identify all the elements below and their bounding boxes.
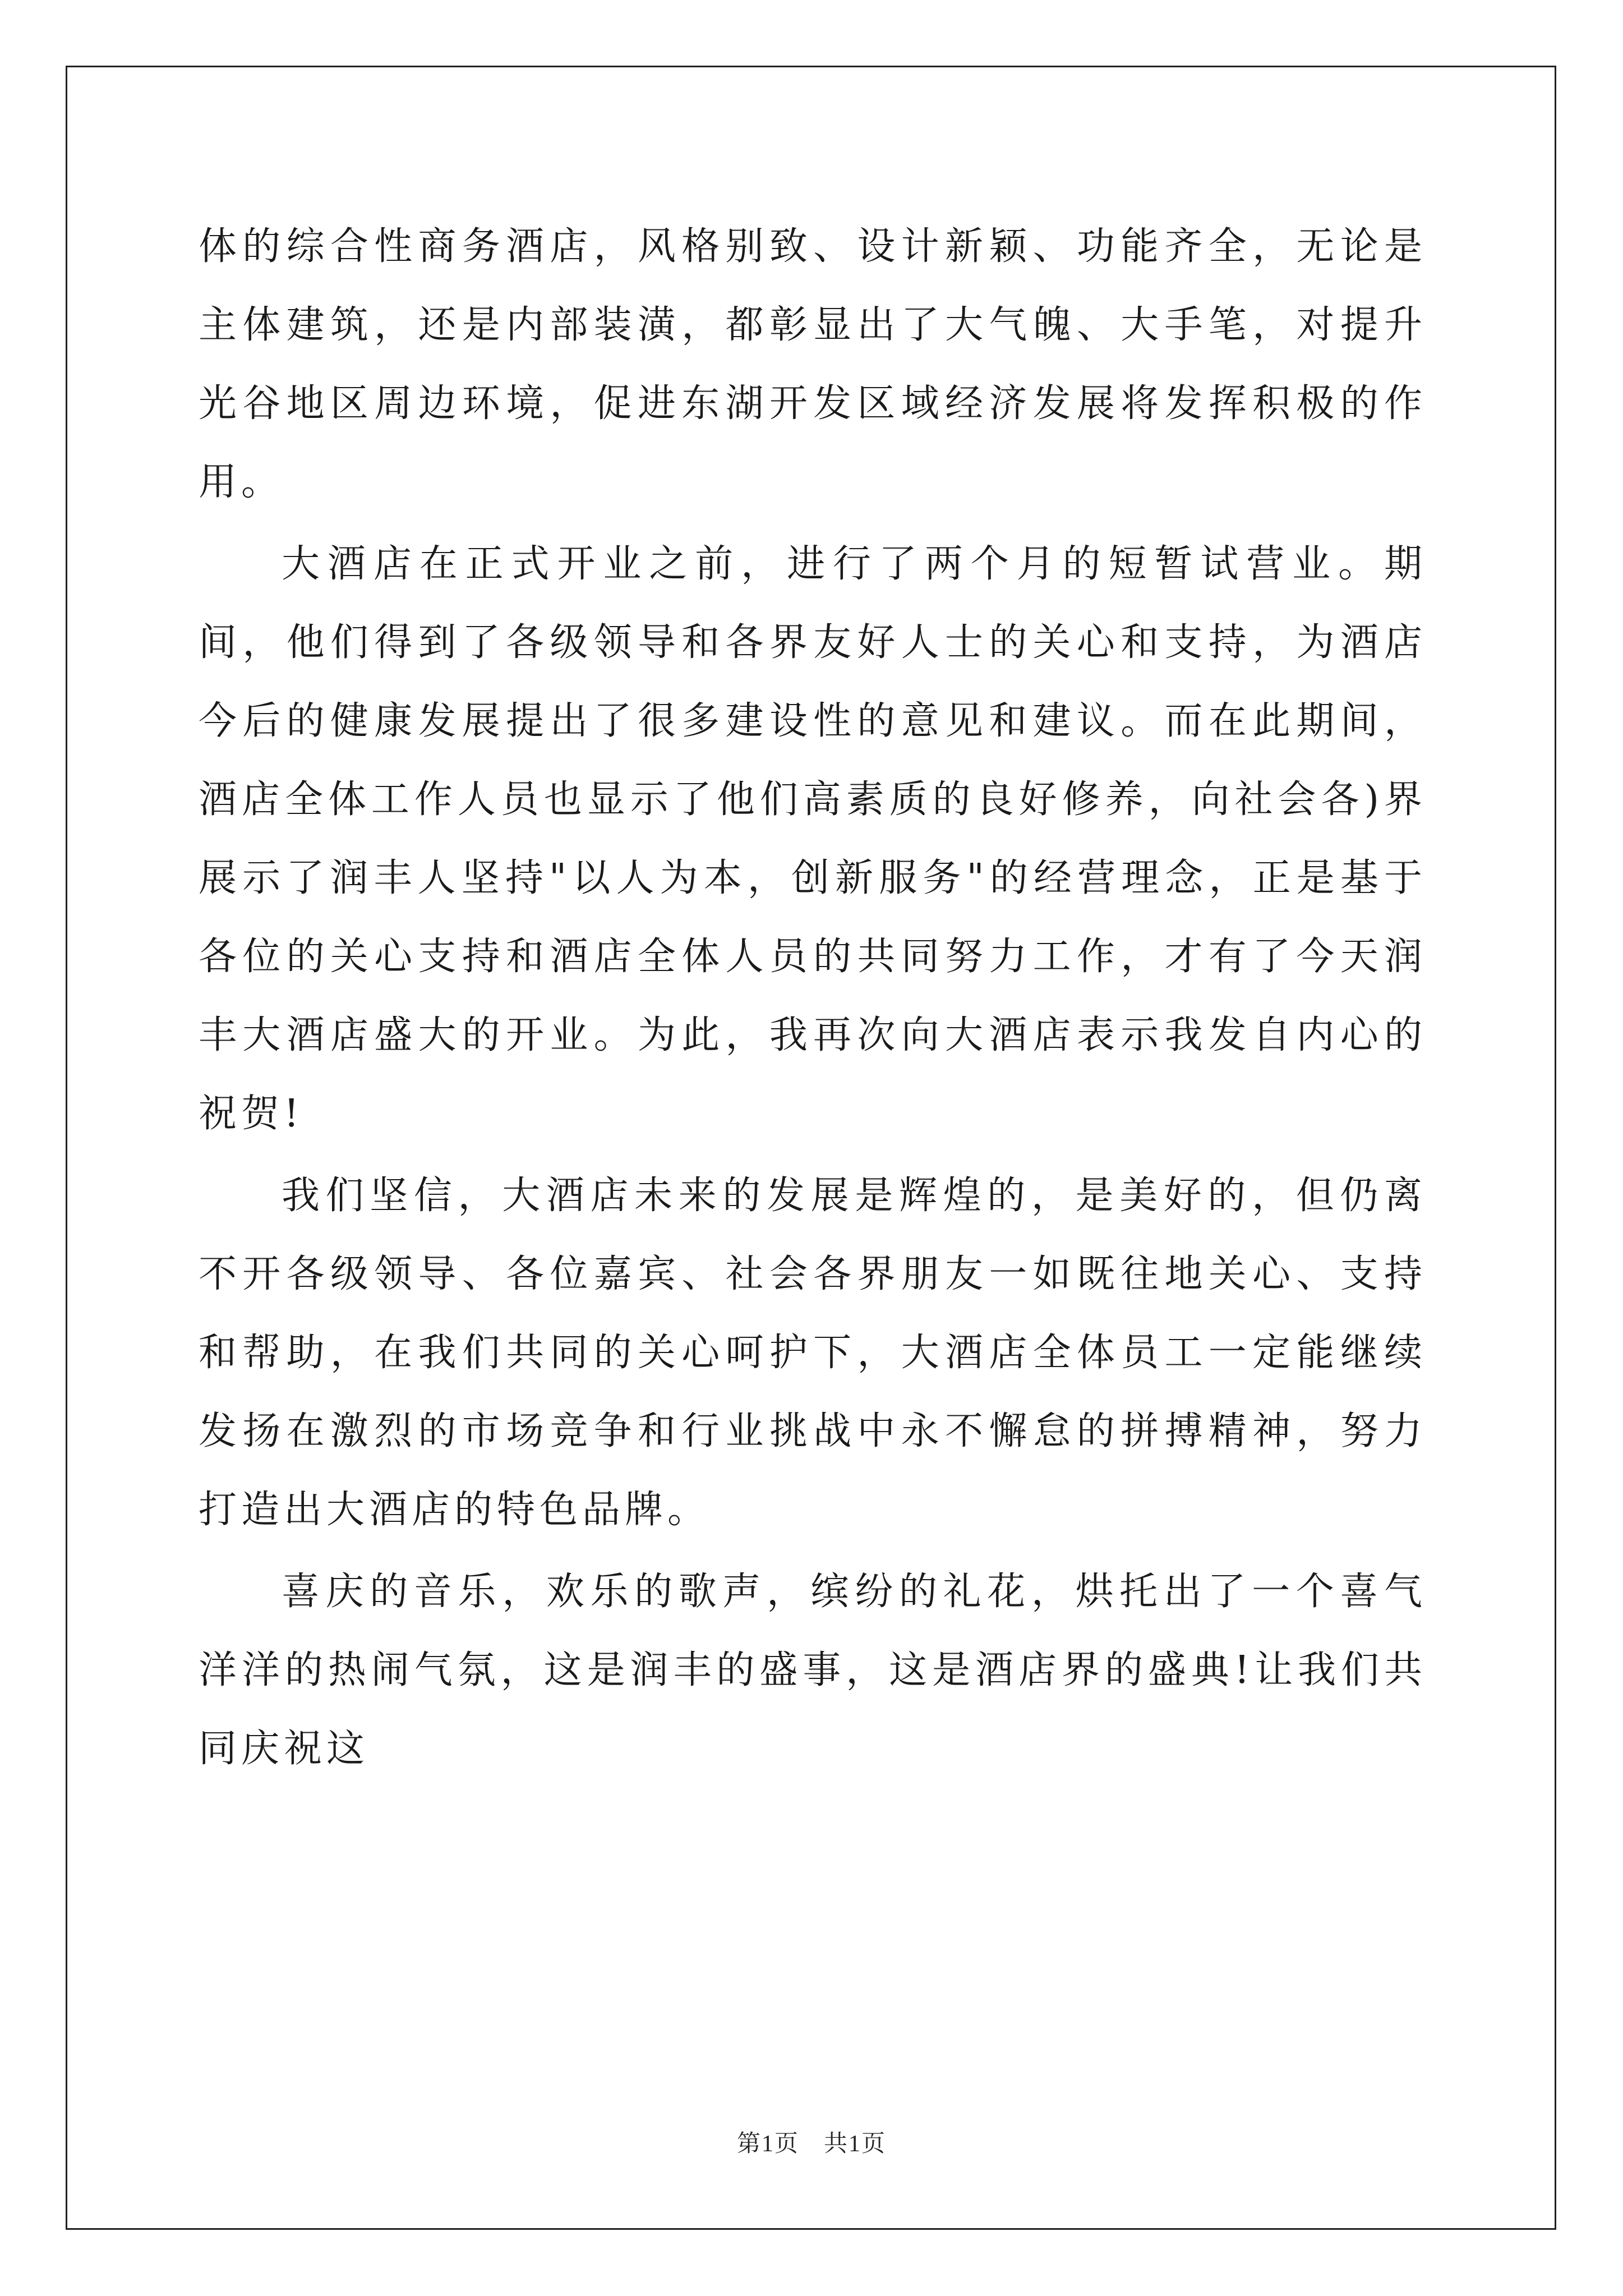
document-body (199, 208, 1427, 1788)
paragraph-trial-operation: 大酒店在正式开业之前，进行了两个月的短暂试营业。期间，他们得到了各级领导和各界友好人士的关心和支持，为酒店今后的健康发展提出了很多建设性的意见和建议。而在此期间，酒店全体工作人员也显示了他们高素质的良好修养，向社会各)界展示了润丰人坚持"以人为本，创新服务"的经营理念，正是基于各位的关心支持和酒店全体人员的共同努力工作，才有了今天润丰大酒店盛大的开业。为此，我再次向大酒店表示我发自内心的祝贺! (199, 542, 1427, 1136)
paragraph-future-development: 我们坚信，大酒店未来的发展是辉煌的，是美好的，但仍离不开各级领导、各位嘉宾、社会各界朋友一如既往地关心、支持和帮助，在我们共同的关心呵护下，大酒店全体员工一定能继续发扬在激烈的市场竞争和行业挑战中永不懈怠的拼搏精神，努力打造出大酒店的特色品牌。 (199, 1174, 1427, 1532)
paragraph-continuation: 体的综合性商务酒店，风格别致、设计新颖、功能齐全，无论是主体建筑，还是内部装潢，都彰显出了大气魄、大手笔，对提升光谷地区周边环境，促进东湖开发区域经济发展将发挥积极的作用。 (199, 224, 1427, 504)
paragraph-celebration: 喜庆的音乐，欢乐的歌声，缤纷的礼花，烘托出了一个喜气洋洋的热闹气氛，这是润丰的盛事，这是酒店界的盛典!让我们共同庆祝这 (199, 1570, 1427, 1771)
page-number: 第1页 共1页 (736, 2131, 886, 2157)
